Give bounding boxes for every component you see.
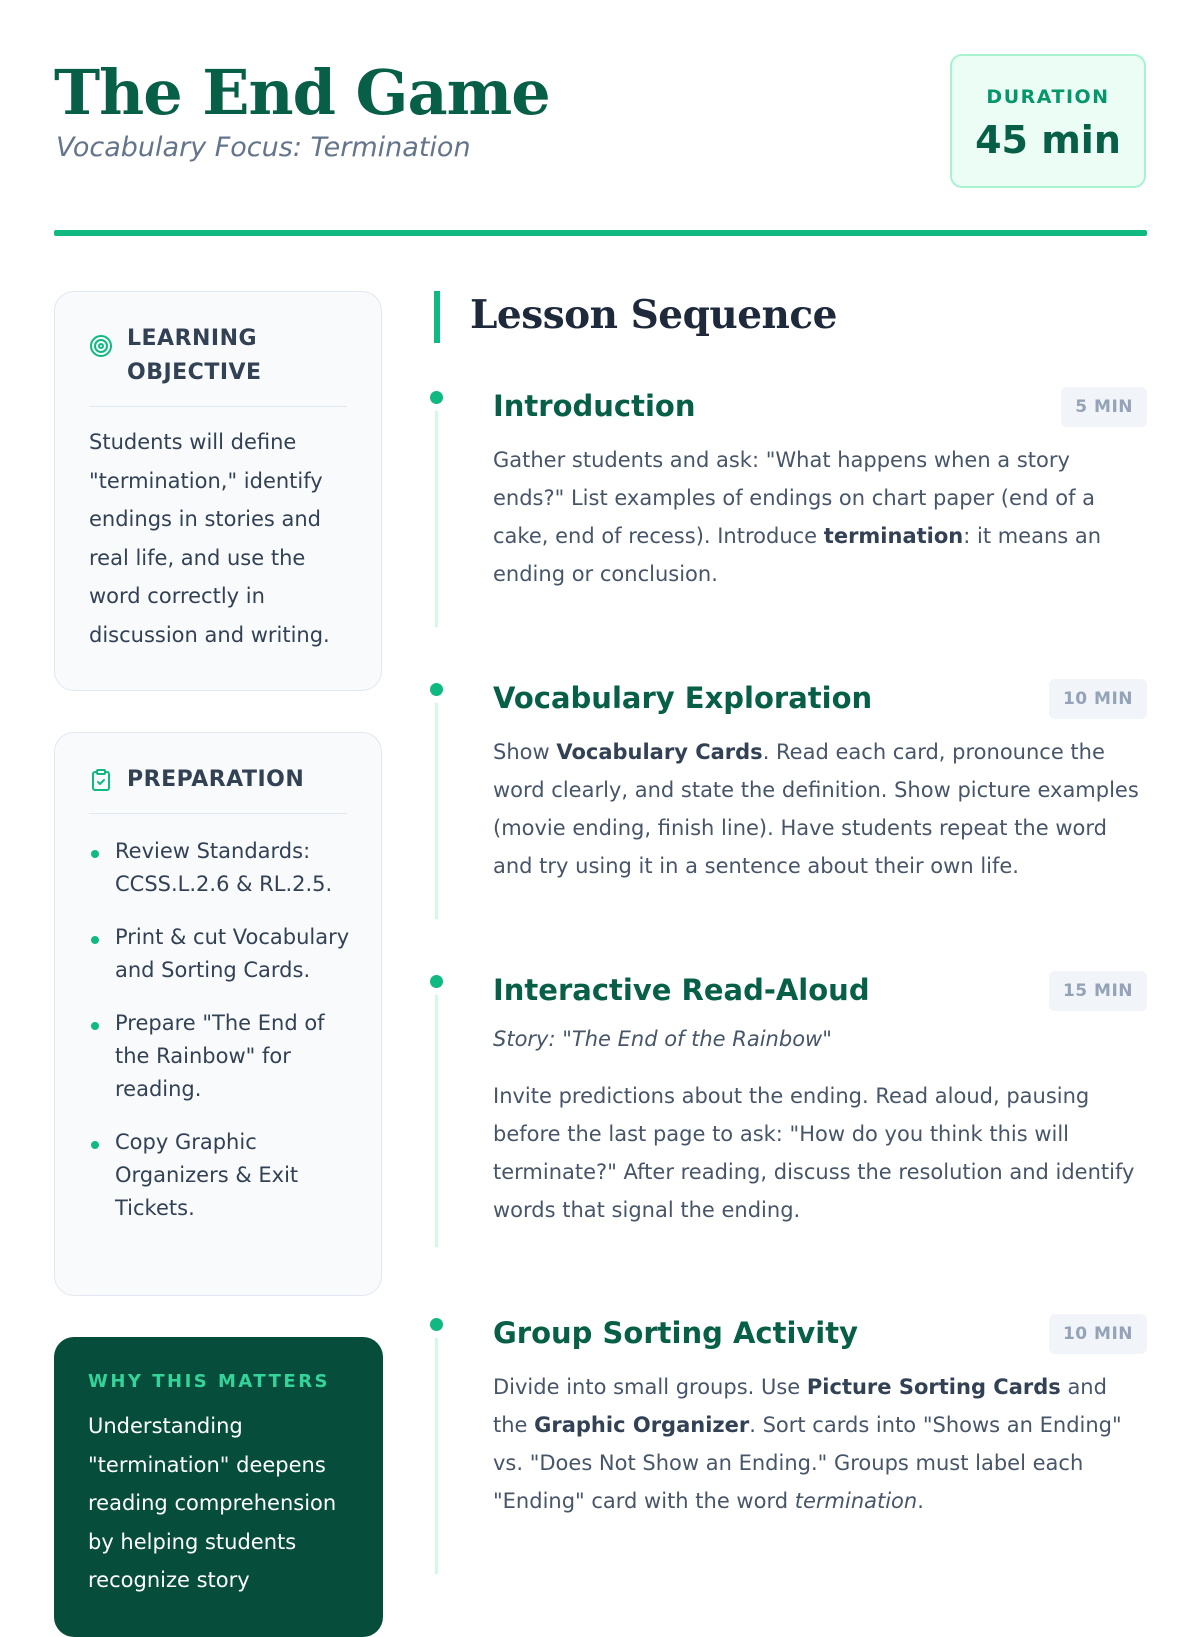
clipboard-check-icon (89, 768, 113, 792)
preparation-item-text: Review Standards: CCSS.L.2.6 & RL.2.5. (115, 839, 333, 896)
preparation-item-text: Prepare "The End of the Rainbow" for reading. (115, 1011, 325, 1101)
page-subtitle: Vocabulary Focus: Termination (56, 132, 471, 163)
text-segment: : it means an ending or conclusion. (493, 524, 1102, 586)
step-description (493, 1368, 1147, 1520)
timeline-step-vocabulary-exploration (430, 683, 1147, 933)
text-segment: and the (493, 1375, 1107, 1437)
bullet-icon (91, 1022, 99, 1030)
duration-badge (950, 54, 1146, 188)
step-description (493, 733, 1147, 885)
text-segment: Divide into small groups. Use (493, 1375, 807, 1399)
list-item (89, 835, 351, 901)
step-duration-badge: 10 MIN (1049, 1314, 1147, 1354)
duration-label: DURATION (986, 86, 1110, 108)
section-accent-bar (434, 291, 440, 343)
timeline-node (430, 975, 443, 988)
timeline-line (435, 411, 438, 627)
vocabulary-term: termination (794, 1489, 918, 1513)
learning-objective-title: LEARNING OBJECTIVE (127, 326, 262, 385)
step-description (493, 441, 1147, 593)
header (54, 48, 1146, 198)
text-segment: . (917, 1489, 924, 1513)
step-duration-badge: 10 MIN (1049, 679, 1147, 719)
timeline-node (430, 391, 443, 404)
timeline-step-group-sorting-activity (430, 1318, 1147, 1578)
list-item (89, 1007, 351, 1106)
text-segment: Invite predictions about the ending. Read aloud, pausing before the last page to ask: "How do you think this will terminate?" After reading, discuss the resolution and identify words that signal the ending. (493, 1084, 1135, 1222)
timeline-line (435, 995, 438, 1247)
lesson-sequence-title: Lesson Sequence (470, 292, 837, 338)
timeline-line (435, 1338, 438, 1574)
text-segment: Gather students and ask: "What happens when a story ends?" List examples of endings on chart paper (end of a cake, end of recess). Introduce (493, 448, 1096, 548)
list-item (89, 921, 351, 987)
preparation-item-text: Copy Graphic Organizers & Exit Tickets. (115, 1130, 299, 1220)
material-name: Graphic Organizer (534, 1413, 750, 1437)
bullet-icon (91, 936, 99, 944)
preparation-header (89, 763, 347, 814)
text-segment: . Read each card, pronounce the word clearly, and state the definition. Show picture examples (movie ending, finish line). Have students repeat the word and try using it in a sentence about their own life. (493, 740, 1139, 878)
step-title: Introduction (493, 389, 696, 423)
learning-objective-text: Students will define "termination," identify endings in stories and real life, and use the word correctly in discussion and writing. (89, 430, 330, 647)
story-title: Story: "The End of the Rainbow" (493, 1027, 832, 1051)
material-name: Vocabulary Cards (556, 740, 763, 764)
preparation-title: PREPARATION (127, 767, 305, 792)
vocabulary-term: termination (823, 524, 964, 548)
duration-value: 45 min (975, 118, 1121, 162)
timeline-node (430, 683, 443, 696)
step-title: Group Sorting Activity (493, 1316, 858, 1350)
step-duration-badge: 5 MIN (1061, 387, 1147, 427)
preparation-card (54, 732, 382, 1296)
preparation-item-text: Print & cut Vocabulary and Sorting Cards. (115, 925, 350, 982)
why-this-matters-panel (54, 1337, 383, 1637)
bullet-icon (91, 1141, 99, 1149)
header-divider (54, 230, 1147, 236)
material-name: Picture Sorting Cards (806, 1375, 1061, 1399)
step-duration-badge: 15 MIN (1049, 971, 1147, 1011)
learning-objective-card (54, 291, 382, 691)
timeline-node (430, 1318, 443, 1331)
timeline-line (435, 703, 438, 919)
why-this-matters-title: WHY THIS MATTERS (88, 1371, 331, 1392)
learning-objective-header (89, 322, 347, 407)
step-description (493, 1077, 1147, 1229)
page-title: The End Game (54, 56, 550, 129)
list-item (89, 1126, 351, 1225)
timeline-step-introduction (430, 391, 1147, 641)
target-icon (89, 334, 113, 358)
bullet-icon (91, 850, 99, 858)
why-this-matters-text: Understanding "termination" deepens reading comprehension by helping students recognize story (88, 1414, 337, 1592)
text-segment: Show (493, 740, 557, 764)
text-segment: . Sort cards into "Shows an Ending" vs. "Does Not Show an Ending." Groups must label each "Ending" card with the word (493, 1413, 1122, 1513)
step-title: Vocabulary Exploration (493, 681, 873, 715)
preparation-list (89, 835, 351, 1245)
step-title: Interactive Read-Aloud (493, 973, 870, 1007)
timeline-step-interactive-read-aloud (430, 975, 1147, 1275)
